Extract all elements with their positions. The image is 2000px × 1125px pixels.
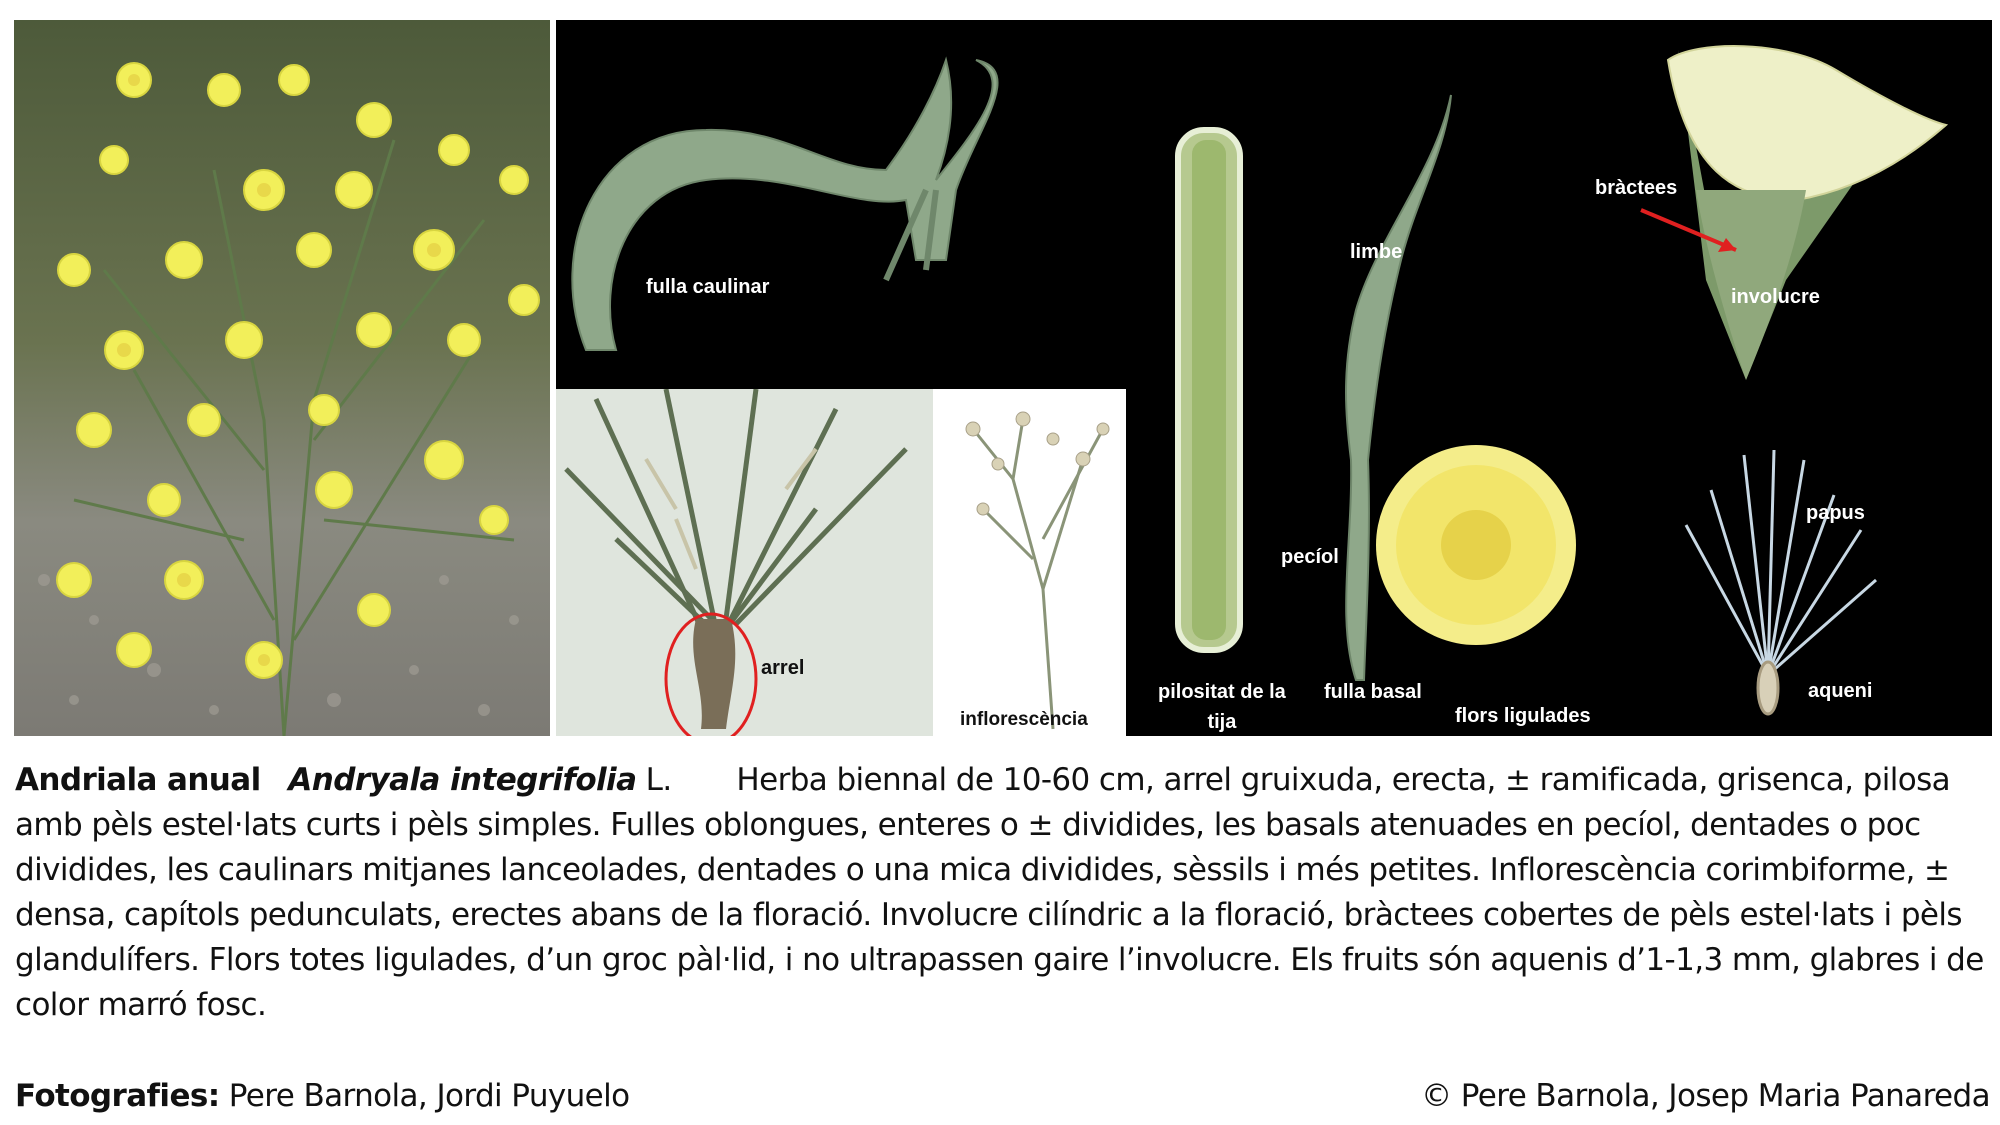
involucre-image [1641,46,1946,380]
author-abbrev: L. [645,762,672,798]
label-fulla-caulinar: fulla caulinar [646,276,770,298]
label-inflorescencia: inflorescència [960,709,1088,730]
label-bractees: bràctees [1595,177,1678,199]
species-description [15,758,1990,1028]
description-text: Herba biennal de 10-60 cm, arrel gruixuda, erecta, ± ramificada, grisenca, pilosa amb pèls estel·lats curts i pèls simples. Fulles oblongues, enteres o ± dividides, les basals atenuades en pecíol, dentades o poc dividides, les caulinars mitjanes lanceolades, dentades o una mica dividides, sèssils i més petites. Inflorescència corimbiforme, ± densa, capítols pedunculats, erectes abans de la floració. Involucre cilíndric a la floració, bràctees cobertes de pèls estel·lats i pèls glandulífers. Flors totes ligulades, d’un groc pàl·lid, i no ultrapassen gaire l’involucre. Els fruits són aquenis d’1-1,3 mm, glabres i de color marró fosc. [15,762,1984,1023]
label-arrel: arrel [761,657,805,679]
label-fulla-basal: fulla basal [1324,681,1422,703]
label-papus: papus [1806,502,1865,524]
inflorescence-herbarium-scan [933,389,1126,736]
label-peciol: pecíol [1281,546,1339,568]
photographers: Pere Barnola, Jordi Puyuelo [228,1078,630,1114]
label-limbe: limbe [1350,241,1403,263]
label-flors-ligulades: flors ligulades [1455,705,1591,727]
stem-pilosity-image [1178,130,1240,650]
scientific-name: Andryala integrifolia [288,762,637,798]
photos-label: Fotografies: [15,1078,220,1114]
common-name: Andriala anual [15,762,261,798]
copyright-notice: © Pere Barnola, Josep Maria Panareda [1421,1078,1990,1114]
cauline-leaf-image [572,60,997,350]
ligulate-flower-image [1376,445,1576,645]
photo-credits [15,1078,630,1114]
label-pilositat: pilositat de la tija [1158,681,1286,733]
label-involucre: involucre [1731,286,1820,308]
plant-field-photo [14,20,550,736]
label-aqueni: aqueni [1808,680,1873,702]
achene-pappus-image [1686,450,1876,714]
root-herbarium-scan [556,389,933,736]
